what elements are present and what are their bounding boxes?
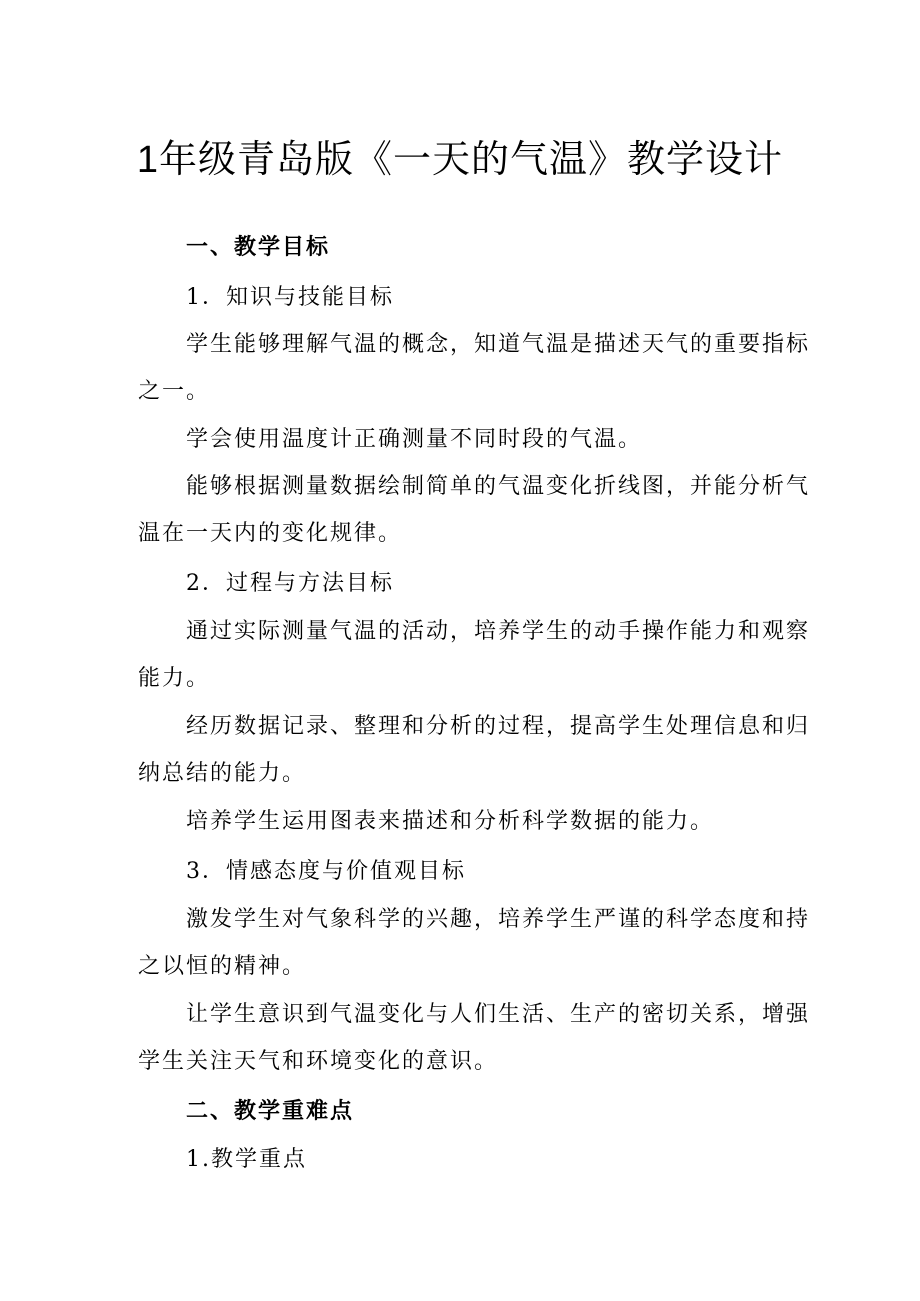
section-heading-key-difficult-points: 二、教学重难点 bbox=[186, 1099, 355, 1124]
document-title: 1年级青岛版《一天的气温》教学设计 bbox=[136, 139, 784, 181]
paragraph-line: 能够根据测量数据绘制简单的气温变化折线图，并能分析气 bbox=[186, 474, 811, 499]
paragraph-line: 通过实际测量气温的活动，培养学生的动手操作能力和观察 bbox=[186, 619, 811, 644]
subheading-teaching-focus: 1.教学重点 bbox=[186, 1147, 307, 1172]
paragraph-line: 温在一天内的变化规律。 bbox=[138, 521, 403, 546]
paragraph-line: 之以恒的精神。 bbox=[138, 954, 307, 979]
subheading-knowledge-skills: 1．知识与技能目标 bbox=[186, 285, 394, 310]
subheading-process-methods: 2．过程与方法目标 bbox=[186, 571, 394, 596]
section-heading-teaching-goals: 一、教学目标 bbox=[186, 235, 331, 260]
paragraph-line: 激发学生对气象科学的兴趣，培养学生严谨的科学态度和持 bbox=[186, 907, 811, 932]
paragraph-line: 让学生意识到气温变化与人们生活、生产的密切关系，增强 bbox=[186, 1002, 811, 1027]
paragraph-line: 培养学生运用图表来描述和分析科学数据的能力。 bbox=[186, 809, 715, 834]
paragraph-line: 能力。 bbox=[138, 666, 211, 691]
subheading-attitude-values: 3．情感态度与价值观目标 bbox=[186, 859, 466, 884]
paragraph-line: 学会使用温度计正确测量不同时段的气温。 bbox=[186, 427, 643, 452]
paragraph-line: 学生能够理解气温的概念，知道气温是描述天气的重要指标 bbox=[186, 332, 811, 357]
paragraph-line: 之一。 bbox=[138, 379, 211, 404]
paragraph-line: 经历数据记录、整理和分析的过程，提高学生处理信息和归 bbox=[186, 714, 811, 739]
paragraph-line: 纳总结的能力。 bbox=[138, 761, 307, 786]
paragraph-line: 学生关注天气和环境变化的意识。 bbox=[138, 1049, 499, 1074]
